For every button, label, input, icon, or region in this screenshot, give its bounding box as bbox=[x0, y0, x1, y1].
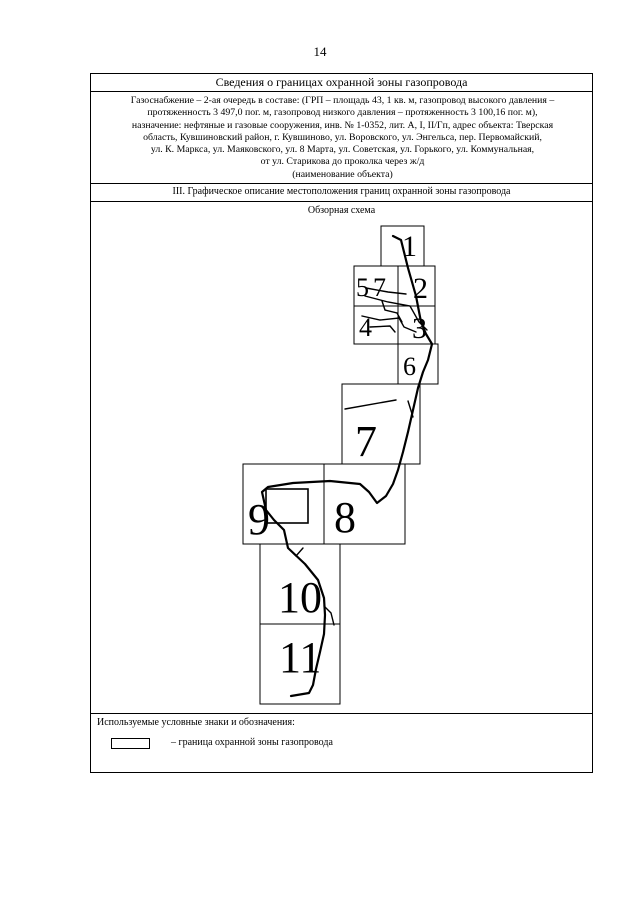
pipeline-branch bbox=[370, 326, 395, 332]
sheet-label: 6 bbox=[403, 352, 416, 381]
pipeline-branch bbox=[366, 288, 406, 294]
sheet-label: 7 bbox=[373, 273, 386, 302]
sheet-grid bbox=[243, 226, 438, 704]
pipeline-branch bbox=[345, 400, 396, 409]
sheet-label: 7 bbox=[355, 417, 377, 466]
sheet-label: 4 bbox=[359, 313, 372, 342]
object-line: назначение: нефтяные и газовые сооружения, инв. № 1-0352, лит. А, I, II/Гп, адрес объекта: Тверская bbox=[131, 119, 554, 131]
object-line: Газоснабжение – 2-ая очередь в составе: (ГРП – площадь 43, 1 кв. м, газопровод высокого давления – bbox=[130, 95, 555, 106]
section-title: III. Графическое описание местоположения границ охранной зоны газопровода bbox=[172, 186, 511, 197]
sheet-label: 3 bbox=[412, 312, 427, 345]
header-title: Сведения о границах охранной зоны газопровода bbox=[215, 75, 468, 89]
object-line: ул. К. Маркса, ул. Маяковского, ул. 8 Марта, ул. Советская, ул. Горького, ул. Коммунальная, bbox=[150, 144, 535, 156]
object-line: область, Кувшиновский район, г. Кувшиново, ул. Воровского, ул. Энгельса, пер. Первомайский, bbox=[143, 131, 542, 143]
sheet-label: 1 bbox=[402, 230, 417, 263]
sheet-label: 2 bbox=[413, 272, 428, 305]
sheet-label: 5 bbox=[356, 273, 369, 302]
sheet-label: 10 bbox=[278, 573, 322, 622]
object-line: протяженность 3 497,0 пог. м, газопровод низкого давления – протяженность 3 100,16 пог. м), bbox=[147, 107, 538, 119]
sheet-label: 9 bbox=[248, 495, 270, 544]
page-number: 14 bbox=[313, 44, 327, 59]
gas-pipeline-route bbox=[262, 236, 432, 696]
scheme-title: Обзорная схема bbox=[307, 205, 376, 216]
object-caption: (наименование объекта) bbox=[292, 168, 393, 180]
sheet-label: 8 bbox=[334, 493, 356, 542]
legend-text: – граница охранной зоны газопровода bbox=[171, 737, 333, 748]
sheet-label: 11 bbox=[279, 633, 322, 682]
legend-title: Используемые условные знаки и обозначения: bbox=[97, 717, 295, 728]
sheet-7 bbox=[342, 384, 420, 464]
object-line: от ул. Старикова до проколка через ж/д bbox=[260, 156, 425, 168]
